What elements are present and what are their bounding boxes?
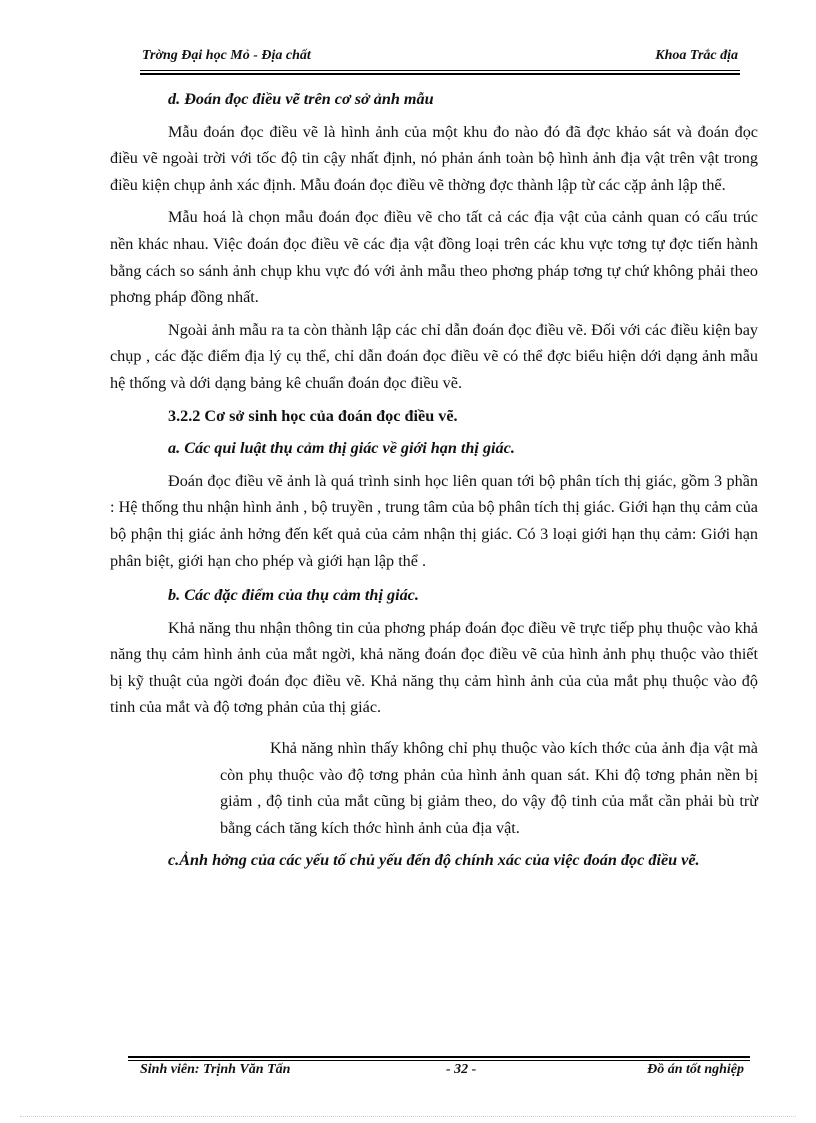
paragraph-1: Mẫu đoán đọc điều vẽ là hình ảnh của một khu đo nào đó đã đợc khảo sát và đoán đọc điều vẽ ngoài trời với tốc độ tin cậy nhất định, nó phản ánh toàn bộ hình ảnh địa vật trên vật trong điều kiện chụp ảnh xác định. Mẫu đoán đọc điều vẽ thờng đợc thành lập từ các cặp ảnh lập thể. (110, 122, 758, 194)
page-edge-dots (20, 1116, 796, 1117)
section-d-heading: d. Đoán đọc điều vẽ trên cơ sở ảnh mẫu (168, 90, 434, 108)
paragraph-6: Khả năng nhìn thấy không chỉ phụ thuộc vào kích thớc của ảnh địa vật mà còn phụ thuộc vào độ tơng phản của hình ảnh quan sát. Khi độ tơng phản nền bị giảm , độ tinh của mắt cũng bị giảm theo, do vậy độ tinh của mắt cần phải bù trừ bằng cách tăng kích thớc hình ảnh của địa vật. (220, 739, 758, 837)
paragraph-4: Đoán đọc điều vẽ ảnh là quá trình sinh học liên quan tới bộ phân tích thị giác, gồm 3 phần : Hệ thống thu nhận hình ảnh , bộ truyền , trung tâm của bộ phân tích thị giác. Giới hạn thụ cảm của bộ phận thị giác ảnh hởng đến kết quả của cảm nhận thị giác. Có 3 loại giới hạn thụ cảm: Giới hạn phân biệt, giới hạn cho phép và giới hạn lập thể . (110, 471, 758, 570)
footer-thesis: Đồ án tốt nghiệp (647, 1062, 744, 1077)
paragraph-5: Khả năng thu nhận thông tin của phơng pháp đoán đọc điều vẽ trực tiếp phụ thuộc vào khả năng thụ cảm hình ảnh của mắt ngời, khả năng đoán đọc điều vẽ của hình ảnh phụ thuộc vào thiết bị kỹ thuật của ngời đoán đọc điều vẽ. Khả năng thụ cảm hình ảnh của của mắt phụ thuộc vào độ tinh của mắt và độ tơng phản của thị giác. (110, 618, 758, 717)
header-rule-thick (140, 73, 740, 75)
header-faculty: Khoa Trắc địa (655, 48, 738, 63)
section-c-heading: c.Ảnh hởng của các yếu tố chủ yếu đến độ chính xác của việc đoán đọc điều vẽ. (168, 851, 700, 870)
page-header (140, 46, 740, 68)
page-footer (128, 1062, 750, 1082)
footer-rule-thick (128, 1056, 750, 1058)
footer-rule (128, 1060, 750, 1061)
header-rule (140, 70, 740, 71)
footer-student: Sinh viên: Trịnh Văn Tấn (140, 1062, 291, 1077)
paragraph-2: Mẫu hoá là chọn mẫu đoán đọc điều vẽ cho tất cả các địa vật của cảnh quan có cấu trúc nền khác nhau. Việc đoán đọc điều vẽ các địa vật đồng loại trên các khu vực tơng tự đợc tiến hành bằng cách so sánh ảnh chụp khu vực đó với ảnh mẫu theo phơng pháp tơng tự chứ không phải theo phơng pháp đồng nhất. (110, 208, 758, 307)
page-number: - 32 - (446, 1062, 477, 1077)
section-a-heading: a. Các qui luật thụ cảm thị giác về giới hạn thị giác. (168, 439, 515, 458)
document-body (110, 86, 758, 874)
section-b-heading: b. Các đặc điểm của thụ cảm thị giác. (168, 586, 419, 605)
section-322-heading: 3.2.2 Cơ sở sinh học của đoán đọc điều vẽ. (168, 406, 458, 425)
header-school: Trờng Đại học Mỏ - Địa chất (142, 48, 311, 63)
paragraph-3: Ngoài ảnh mẫu ra ta còn thành lập các chỉ dẫn đoán đọc điều vẽ. Đối với các điều kiện bay chụp , các đặc điểm địa lý cụ thể, chỉ dẫn đoán đọc điều vẽ có thể đợc biểu hiện dới dạng ảnh mẫu hệ thống và dới dạng bảng kê chuẩn đoán đọc điều vẽ. (110, 320, 758, 392)
